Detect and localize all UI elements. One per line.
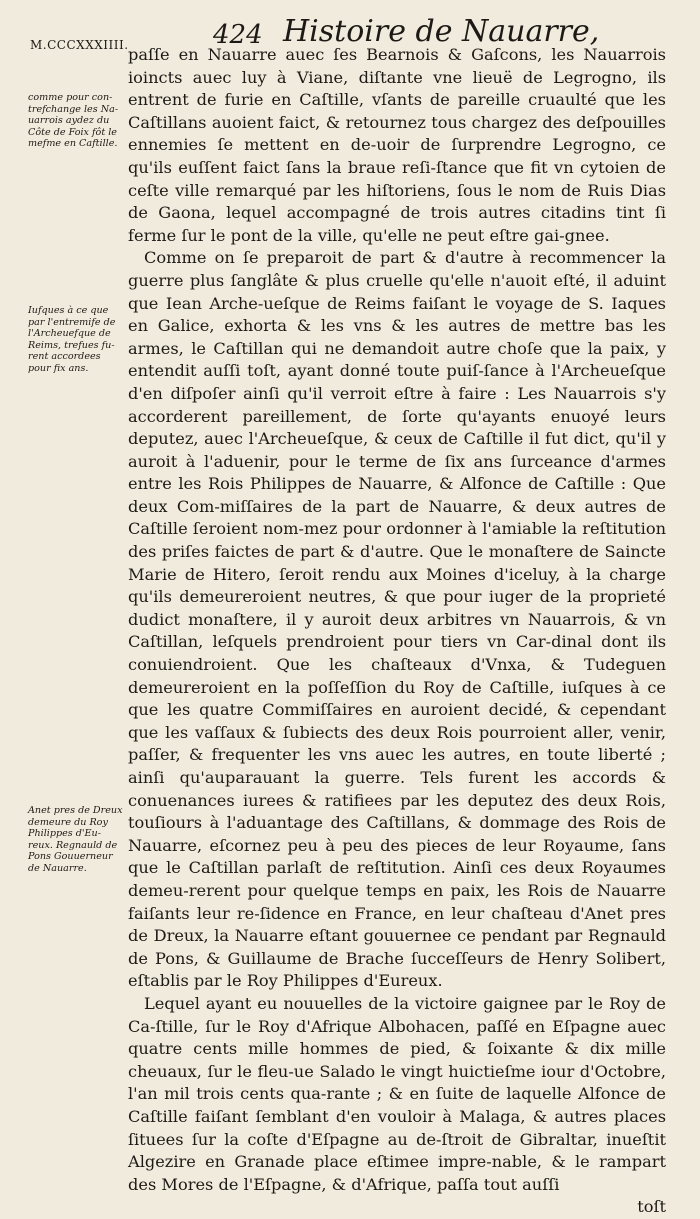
running-title: Histoire de Nauarre, <box>283 14 600 49</box>
main-text <box>128 44 666 1219</box>
paragraph: paſſe en Nauarre auec ſes Bearnois & Gaſcons, les Nauarrois ioincts auec luy à Viane, diſtante vne lieuë de Legrogno, ils entrent de furie en Caſtille, vſants de pareille cruaulté que les Caſtillans auoient faict, & retournez tous chargez des deſpouilles ennemies ſe mettent en de-uoir de ſurprendre Legrogno, ce qu'ils euſſent faict ſans la braue reſi-ſtance que fit vn cytoien de ceſte ville remarqué par les hiſtoriens, ſous le nom de Ruis Dias de Gaona, lequel accompagné de trois autres citadins tint ſi ferme ſur le pont de la ville, qu'elle ne peut eſtre gai-gnee. <box>128 45 666 245</box>
margin-note: Anet pres de Dreux demeure du Roy Philippes d'Eu-reux. Regnauld de Pons Gouuerneur de Nauarre. <box>28 805 123 874</box>
year-marginal: M.CCCXXXIIII. <box>30 38 129 52</box>
catchword: toſt <box>637 1197 666 1217</box>
margin-note: comme pour con-trefchange les Na-uarrois aydez du Côte de Foix fôt le mefme en Caftille. <box>28 92 119 149</box>
page-number: 424 <box>213 20 263 50</box>
margin-note: Iufques à ce que par l'entremife de l'Archeuefque de Reims, trefues fu-rent accordees pour fix ans. <box>28 305 116 374</box>
paragraph: Comme on ſe preparoit de part & d'autre à recommencer la guerre plus ſanglâte & plus cruelle qu'elle n'auoit eſté, il aduint que Iean Arche-ueſque de Reims faiſant le voyage de S. Iaques en Galice, exhorta & les vns & les autres de mettre bas les armes, le Caſtillan qui ne demandoit autre choſe que la paix, y entendit auſſi toſt, ayant donné toute puiſ-ſance à l'Archeueſque d'en diſpoſer ainſi qu'il verroit eſtre à faire : Les Nauarrois s'y accorderent pareillement, de ſorte qu'ayants enuoyé leurs deputez, auec l'Archeueſque, & ceux de Caſtille il fut dict, qu'il y auroit à l'aduenir, pour le terme de ſix ans ſurceance d'armes entre les Rois Philippes de Nauarre, & Alfonce de Caſtille : Que deux Com-miſſaires de la part de Nauarre, & deux autres de Caſtille ſeroient nom-mez pour ordonner à l'amiable la reſtitution des priſes faictes de part & d'autre. Que le monaſtere de Saincte Marie de Hitero, ſeroit rendu aux Moines d'iceluy, à la charge qu'ils demeureroient neutres, & que pour iuger de la proprieté dudict monaſtere, il y auroit deux arbitres vn Nauarrois, & vn Caſtillan, leſquels prendroient pour tiers vn Car-dinal dont ils conuiendroient. Que les chaſteaux d'Vnxa, & Tudeguen demeureroient en la poſſeſſion du Roy de Caſtille, iuſques à ce que les quatre Commiſſaires en auroient decidé, & cependant que les vaſſaux & ſubiects des deux Rois pourroient aller, venir, paſſer, & frequenter les vns auec les autres, en toute liberté ; ainſi qu'auparauant la guerre. Tels furent les accords & conuenances iurees & ratifiees par les deputez des deux Rois, touſiours à l'aduantage des Caſtillans, & dommage des Rois de Nauarre, eſcornez peu à peu des pieces de leur Royaume, ſans que le Caſtillan parlaſt de reſtitution. Ainſi ces deux Royaumes demeu-rerent pour quelque temps en paix, les Rois de Nauarre faiſants leur re-ſidence en France, en leur chaſteau d'Anet pres de Dreux, la Nauarre eſtant gouuernee ce pendant par Regnauld de Pons, & Guillaume de Brache ſucceſſeurs de Henry Solibert, eſtablis par le Roy Philippes d'Eureux. <box>128 248 666 991</box>
paragraph: Lequel ayant eu nouuelles de la victoire gaignee par le Roy de Ca-ſtille, ſur le Roy d'Afrique Albohacen, paſſé en Eſpagne auec quatre cents mille hommes de pied, & ſoixante & dix mille cheuaux, ſur le fleu-ue Salado le vingt huictieſme iour d'Octobre, l'an mil trois cents qua-rante ; & en ſuite de laquelle Alfonce de Caſtille faiſant ſemblant d'en vouloir à Malaga, & autres places ſituees ſur la coſte d'Eſpagne au de-ſtroit de Gibraltar, inueſtit Algezire en Granade place eſtimee impre-nable, & le rampart des Mores de l'Eſpagne, & d'Afrique, paſſa tout auſſi <box>128 993 666 1194</box>
